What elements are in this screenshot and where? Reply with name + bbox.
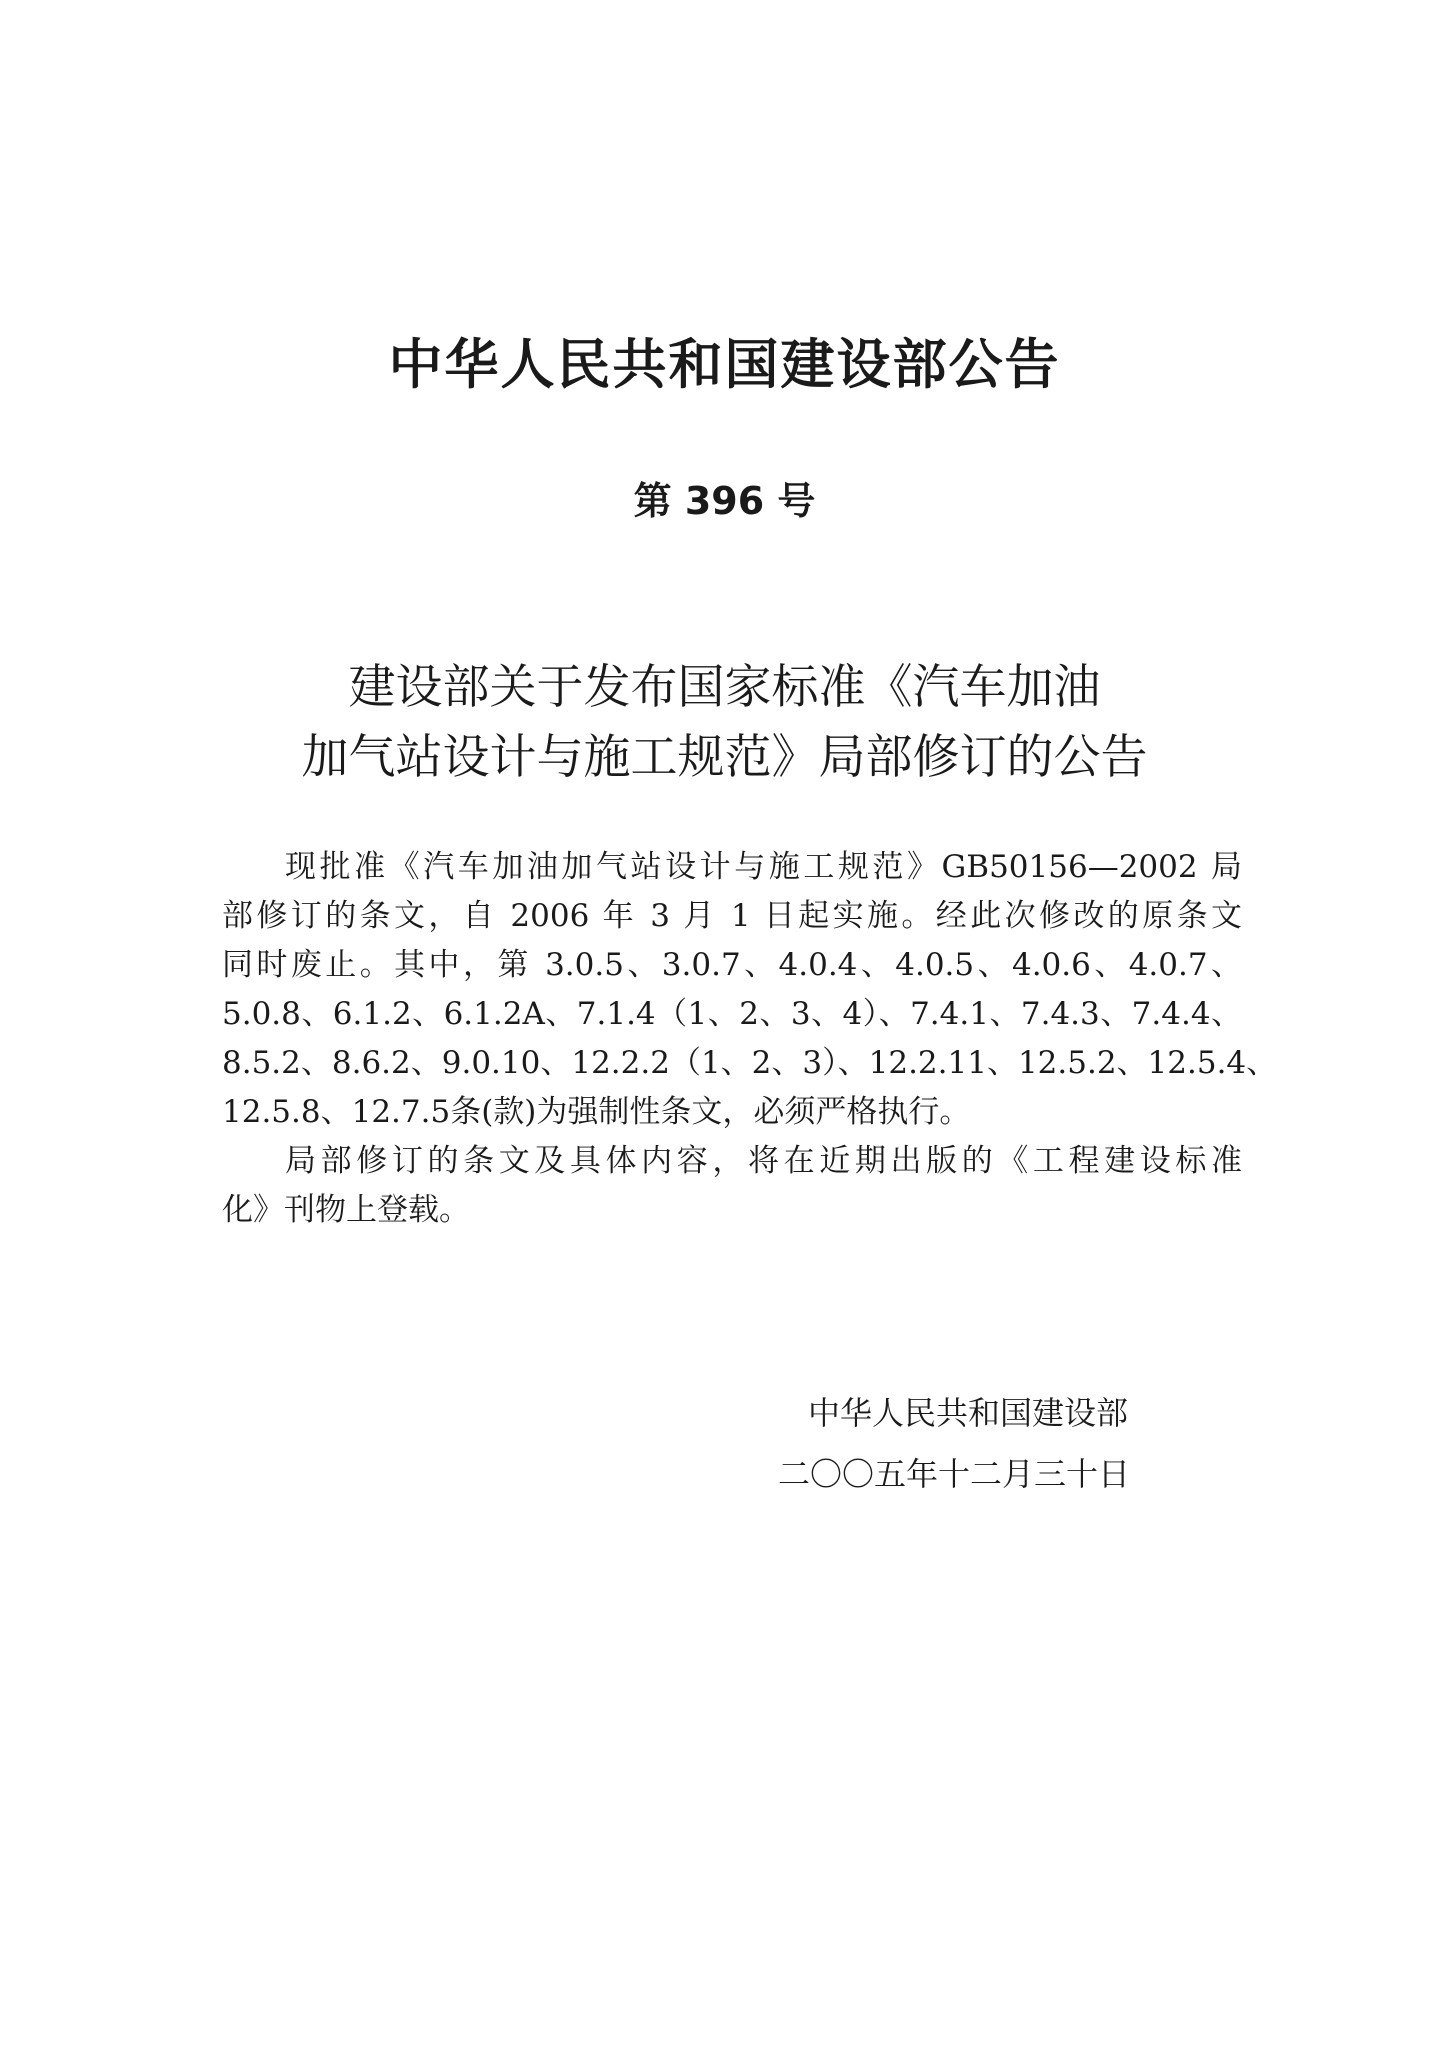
- body-line: 现批准《汽车加油加气站设计与施工规范》GB50156—2002 局: [285, 849, 1242, 885]
- subtitle-line-1: 建设部关于发布国家标准《汽车加油: [348, 660, 1101, 715]
- page-title: 中华人民共和国建设部公告: [388, 333, 1061, 396]
- body-line: 5.0.8、6.1.2、6.1.2A、7.1.4（1、2、3、4）、7.4.1、7.4.3、7.4.4、: [222, 996, 1242, 1032]
- body-line: 同时废止。其中，第 3.0.5、3.0.7、4.0.4、4.0.5、4.0.6、4.0.7、: [222, 947, 1242, 983]
- announcement-number: 第 396 号: [633, 479, 816, 523]
- signature-date: 二〇〇五年十二月三十日: [778, 1455, 1131, 1493]
- signature-organization: 中华人民共和国建设部: [808, 1394, 1129, 1432]
- body-line: 12.5.8、12.7.5条(款)为强制性条文，必须严格执行。: [222, 1094, 971, 1130]
- body-line: 部修订的条文，自 2006 年 3 月 1 日起实施。经此次修改的原条文: [222, 898, 1242, 934]
- body-line: 局部修订的条文及具体内容，将在近期出版的《工程建设标准: [285, 1143, 1242, 1179]
- announcement-body: [222, 843, 1278, 1235]
- body-line: 化》刊物上登载。: [222, 1192, 470, 1228]
- body-line: 8.5.2、8.6.2、9.0.10、12.2.2（1、2、3）、12.2.11、12.5.2、12.5.4、: [222, 1045, 1278, 1081]
- subtitle-line-2: 加气站设计与施工规范》局部修订的公告: [301, 730, 1148, 785]
